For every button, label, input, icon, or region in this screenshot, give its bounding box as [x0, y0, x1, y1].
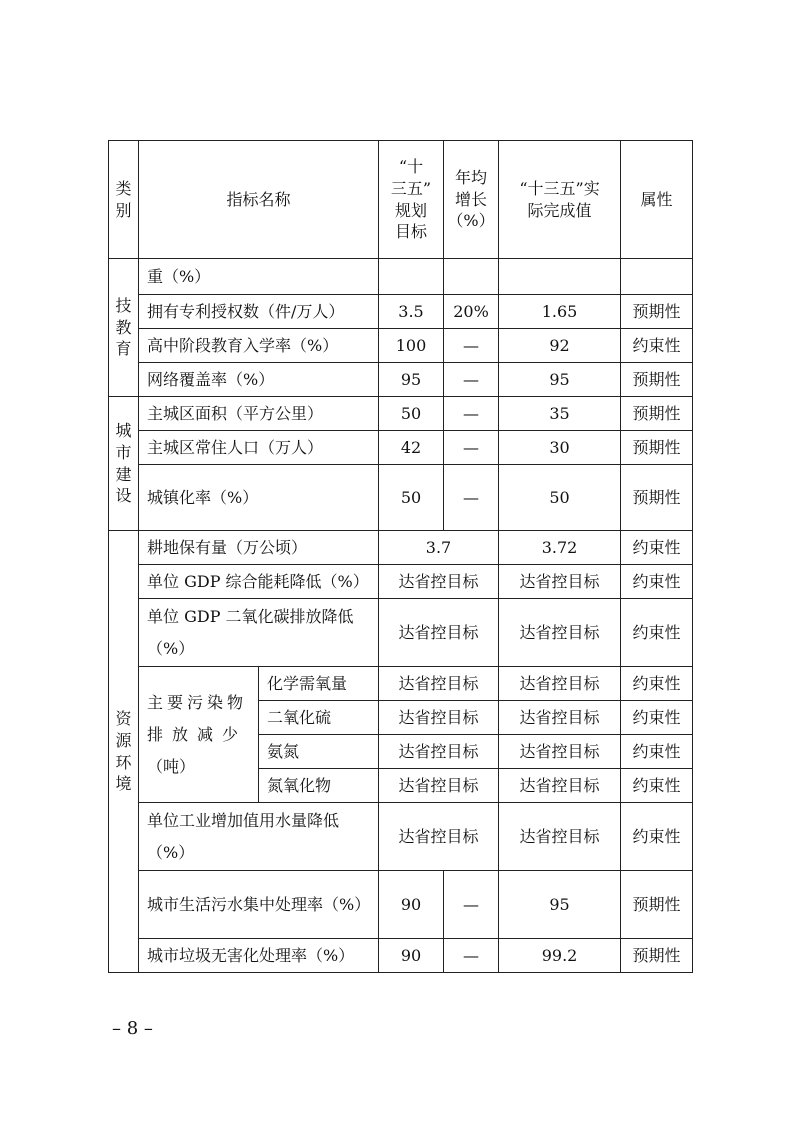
- pollutant-group-label: 主要污染物 排放减少 （吨）: [139, 667, 259, 803]
- row-attribute: 约束性: [621, 667, 693, 701]
- row-actual: 达省控目标: [499, 565, 621, 599]
- row-actual: 92: [499, 329, 621, 363]
- row-actual: 达省控目标: [499, 701, 621, 735]
- row-actual: 30: [499, 431, 621, 465]
- row-growth: —: [444, 465, 499, 531]
- row-actual: 50: [499, 465, 621, 531]
- table-row: [109, 599, 693, 667]
- row-name: 主城区面积（平方公里）: [139, 397, 379, 431]
- row-attribute: 约束性: [621, 565, 693, 599]
- row-name: 化学需氧量: [259, 667, 379, 701]
- row-attribute: 约束性: [621, 329, 693, 363]
- header-indicator: 指标名称: [139, 141, 379, 259]
- row-actual: 达省控目标: [499, 735, 621, 769]
- row-name: 氮氧化物: [259, 769, 379, 803]
- row-plan: 50: [379, 465, 444, 531]
- page-number: – 8 –: [112, 1018, 153, 1039]
- row-plan: 100: [379, 329, 444, 363]
- row-plan: 达省控目标: [379, 565, 499, 599]
- row-growth: —: [444, 363, 499, 397]
- table-row: [109, 431, 693, 465]
- table-row: [109, 871, 693, 939]
- row-actual: 95: [499, 871, 621, 939]
- row-plan: 50: [379, 397, 444, 431]
- row-attribute: 预期性: [621, 397, 693, 431]
- row-name: 城镇化率（%）: [139, 465, 379, 531]
- row-name: 单位 GDP 二氧化碳排放降低（%）: [139, 599, 379, 667]
- table-row: [109, 531, 693, 565]
- table-row: [109, 465, 693, 531]
- category-tech-edu: 技 教 育: [109, 259, 139, 397]
- row-plan: 达省控目标: [379, 769, 499, 803]
- row-attribute: 约束性: [621, 701, 693, 735]
- row-actual: 达省控目标: [499, 599, 621, 667]
- row-plan: 达省控目标: [379, 735, 499, 769]
- table-header-row: [109, 141, 693, 259]
- table-row: [109, 363, 693, 397]
- row-attribute: 约束性: [621, 803, 693, 871]
- row-attribute: 约束性: [621, 599, 693, 667]
- row-actual: 达省控目标: [499, 769, 621, 803]
- row-plan: 达省控目标: [379, 803, 499, 871]
- row-attribute: 预期性: [621, 871, 693, 939]
- row-actual: 1.65: [499, 295, 621, 329]
- row-name: 城市生活污水集中处理率（%）: [139, 871, 379, 939]
- row-plan: 90: [379, 871, 444, 939]
- row-actual: 达省控目标: [499, 803, 621, 871]
- row-name: 主城区常住人口（万人）: [139, 431, 379, 465]
- indicator-table: [108, 140, 693, 973]
- header-category: 类 别: [109, 141, 139, 259]
- row-growth: —: [444, 397, 499, 431]
- row-growth: —: [444, 871, 499, 939]
- row-plan: 90: [379, 939, 444, 973]
- header-plan: “十 三五” 规划 目标: [379, 141, 444, 259]
- row-name: 氨氮: [259, 735, 379, 769]
- table-row: [109, 667, 693, 701]
- row-attribute: 预期性: [621, 465, 693, 531]
- row-attribute: 预期性: [621, 363, 693, 397]
- table-row: [109, 939, 693, 973]
- header-actual: “十三五”实 际完成值: [499, 141, 621, 259]
- category-resource: 资 源 环 境: [109, 531, 139, 973]
- row-growth: —: [444, 939, 499, 973]
- row-plan: 95: [379, 363, 444, 397]
- row-actual: 99.2: [499, 939, 621, 973]
- table-row: [109, 397, 693, 431]
- row-attribute: 约束性: [621, 735, 693, 769]
- row-plan: 42: [379, 431, 444, 465]
- row-name: 城市垃圾无害化处理率（%）: [139, 939, 379, 973]
- row-plan: 3.7: [379, 531, 499, 565]
- row-attribute: 预期性: [621, 295, 693, 329]
- row-name: 网络覆盖率（%）: [139, 363, 379, 397]
- row-name: 耕地保有量（万公顷）: [139, 531, 379, 565]
- row-plan: 达省控目标: [379, 667, 499, 701]
- row-plan: 3.5: [379, 295, 444, 329]
- table-row: [109, 259, 693, 295]
- table-row: [109, 329, 693, 363]
- row-plan: 达省控目标: [379, 599, 499, 667]
- row-attribute: 约束性: [621, 769, 693, 803]
- header-attribute: 属性: [621, 141, 693, 259]
- row-name: 二氧化硫: [259, 701, 379, 735]
- category-urban: 城 市 建 设: [109, 397, 139, 531]
- row-actual: 3.72: [499, 531, 621, 565]
- row-name: 高中阶段教育入学率（%）: [139, 329, 379, 363]
- row-growth: —: [444, 431, 499, 465]
- header-growth: 年均 增长 （%）: [444, 141, 499, 259]
- row-actual: 达省控目标: [499, 667, 621, 701]
- row-growth: —: [444, 329, 499, 363]
- row-plan: 达省控目标: [379, 701, 499, 735]
- table-row: [109, 803, 693, 871]
- row-actual: 95: [499, 363, 621, 397]
- row-name: 单位工业增加值用水量降低（%）: [139, 803, 379, 871]
- row-attribute: 预期性: [621, 431, 693, 465]
- row-name: 重（%）: [139, 259, 379, 295]
- table-row: [109, 295, 693, 329]
- row-name: 拥有专利授权数（件/万人）: [139, 295, 379, 329]
- row-attribute: 约束性: [621, 531, 693, 565]
- row-actual: 35: [499, 397, 621, 431]
- row-growth: 20%: [444, 295, 499, 329]
- row-name: 单位 GDP 综合能耗降低（%）: [139, 565, 379, 599]
- row-attribute: 预期性: [621, 939, 693, 973]
- table-row: [109, 565, 693, 599]
